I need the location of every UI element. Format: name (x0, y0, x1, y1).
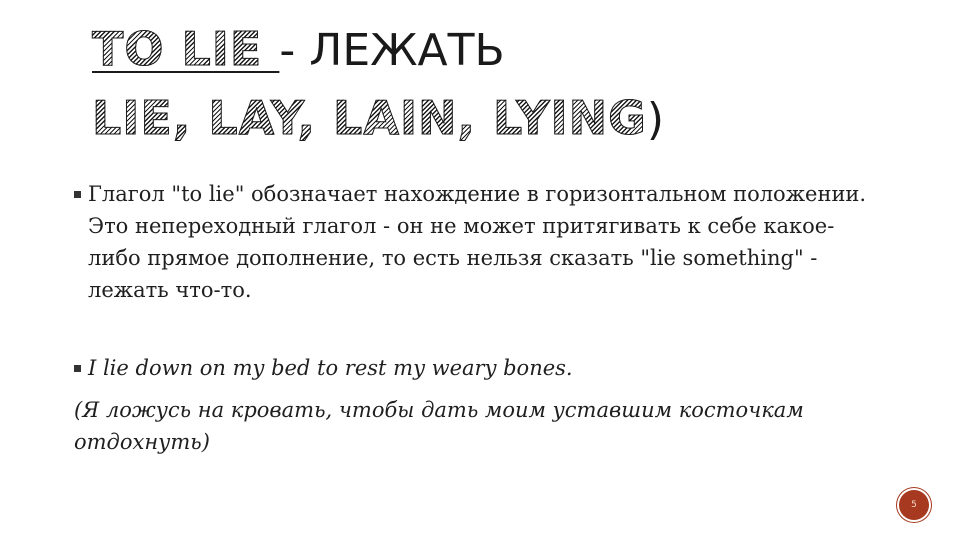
slide-title (92, 20, 912, 158)
bullet-square-icon (74, 365, 81, 372)
bullet-square-icon (74, 191, 81, 198)
bullet-example (74, 352, 874, 384)
definition-text: Глагол "to lie" обозначает нахождение в горизонтальном положении. Это непереходный глагол - он не может притягивать к себе какое-либо прямое дополнение, то есть нельзя сказать "lie something" - лежать что-то. (88, 182, 867, 302)
title-verb-forms: LIE, LAY, LAIN, LYING (92, 91, 647, 145)
bullet-definition (74, 178, 874, 306)
example-translation: (Я ложусь на кровать, чтобы дать моим уставшим косточкам отдохнуть) (74, 398, 804, 454)
bullet-row (74, 178, 874, 306)
page-number-badge: 5 (899, 490, 929, 520)
title-translation: - ЛЕЖАТЬ (279, 25, 505, 76)
title-line-2 (92, 89, 912, 158)
example-sentence: I lie down on my bed to rest my weary bones. (88, 356, 573, 380)
bullet-row (74, 352, 874, 384)
title-verb: TO LIE (92, 22, 280, 76)
title-closing-paren: ) (646, 94, 665, 145)
title-line-1 (92, 20, 912, 89)
